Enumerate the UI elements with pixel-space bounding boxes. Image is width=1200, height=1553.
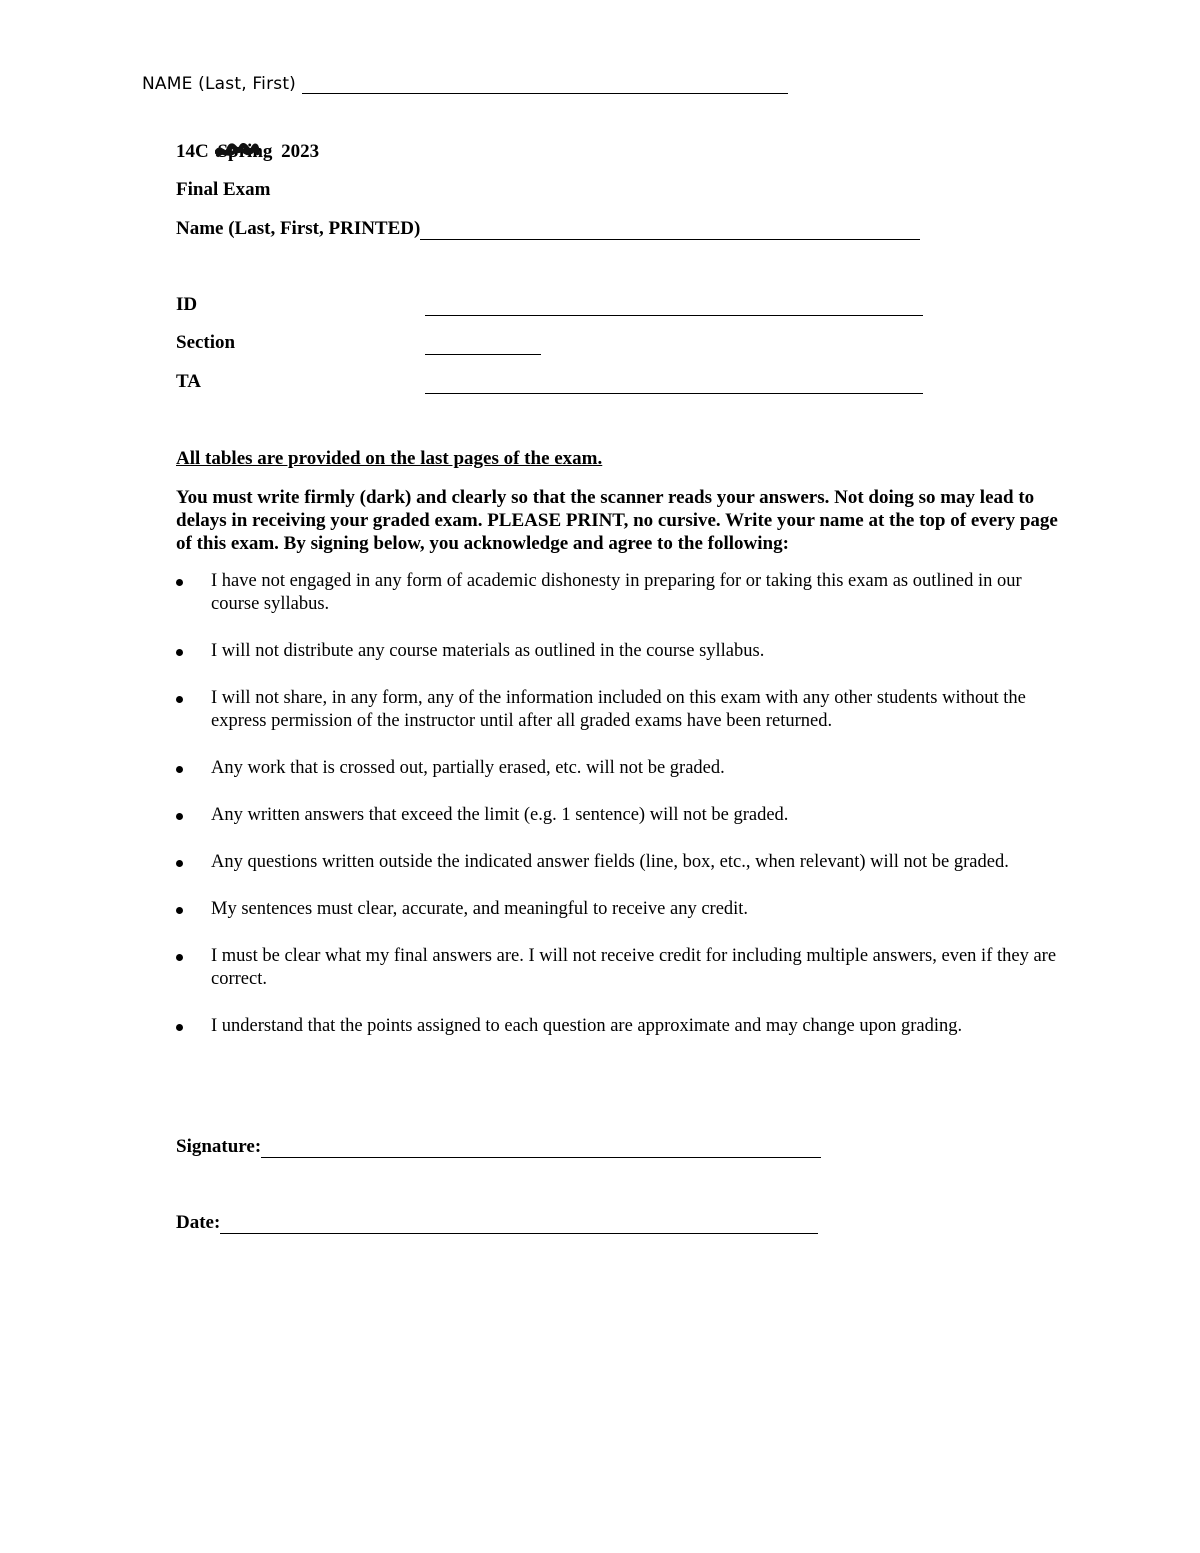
list-item-text: Any questions written outside the indicated answer fields (line, box, etc., when relevant) will not be graded. — [211, 852, 1009, 872]
instructions-paragraph: You must write firmly (dark) and clearly so that the scanner reads your answers. Not doing so may lead to delays in receiving your graded exam. PLEASE PRINT, no cursive. Write your name at the top of every page of this exam. By signing below, you acknowledge and agree to the following: — [176, 487, 1058, 554]
list-item — [176, 851, 1066, 874]
bullet-icon — [176, 1024, 183, 1031]
printed-name-line — [176, 218, 920, 240]
bullet-icon — [176, 907, 183, 914]
bullet-icon — [176, 579, 183, 586]
list-item — [176, 687, 1066, 733]
signature-line — [176, 1136, 821, 1158]
bullet-icon — [176, 813, 183, 820]
list-item-text: I must be clear what my final answers are. I will not receive credit for including multiple answers, even if they are correct. — [211, 946, 1057, 989]
list-item — [176, 945, 1066, 991]
list-item-text: I understand that the points assigned to each question are approximate and may change upon grading. — [211, 1016, 963, 1036]
signature-label: Signature: — [176, 1136, 262, 1157]
agreement-list — [176, 570, 1066, 1062]
bullet-icon — [176, 860, 183, 867]
list-item-text: I will not share, in any form, any of the information included on this exam with any other students without the express permission of the instructor until after all graded exams have been returned. — [211, 688, 1026, 731]
signature-blank[interactable] — [261, 1137, 821, 1158]
list-item — [176, 804, 1066, 827]
date-label: Date: — [176, 1212, 221, 1233]
list-item — [176, 757, 1066, 780]
list-item-text: My sentences must clear, accurate, and meaningful to receive any credit. — [211, 899, 749, 919]
date-blank[interactable] — [220, 1213, 818, 1234]
date-line — [176, 1212, 818, 1234]
course-year: 2023 — [281, 141, 320, 162]
redaction-scribble-icon — [215, 143, 259, 161]
list-item-text: I will not distribute any course materials as outlined in the course syllabus. — [211, 641, 765, 661]
course-code: 14C — [176, 141, 209, 162]
id-blank[interactable] — [425, 296, 923, 316]
bullet-icon — [176, 954, 183, 961]
list-item — [176, 640, 1066, 663]
printed-name-blank[interactable] — [420, 219, 920, 240]
id-label: ID — [176, 294, 198, 315]
course-line — [176, 141, 319, 163]
list-item-text: Any work that is crossed out, partially erased, etc. will not be graded. — [211, 758, 725, 778]
header-name-line — [142, 74, 788, 94]
printed-name-label: Name (Last, First, PRINTED) — [176, 218, 421, 239]
bullet-icon — [176, 766, 183, 773]
list-item — [176, 570, 1066, 616]
bullet-icon — [176, 649, 183, 656]
redacted-term-text: Spring — [217, 141, 273, 162]
header-name-blank[interactable] — [302, 75, 788, 94]
list-item-text: I have not engaged in any form of academic dishonesty in preparing for or taking this exam as outlined in our course syllabus. — [211, 571, 1022, 614]
section-blank[interactable] — [425, 335, 541, 355]
tables-notice: All tables are provided on the last pages of the exam. — [176, 448, 603, 469]
header-name-label: NAME (Last, First) — [142, 74, 297, 94]
ta-blank[interactable] — [425, 374, 923, 394]
ta-label: TA — [176, 371, 201, 392]
list-item-text: Any written answers that exceed the limit (e.g. 1 sentence) will not be graded. — [211, 805, 789, 825]
redacted-term — [217, 141, 272, 163]
section-label: Section — [176, 332, 236, 353]
exam-title: Final Exam — [176, 179, 271, 200]
list-item — [176, 898, 1066, 921]
list-item — [176, 1015, 1066, 1038]
bullet-icon — [176, 696, 183, 703]
